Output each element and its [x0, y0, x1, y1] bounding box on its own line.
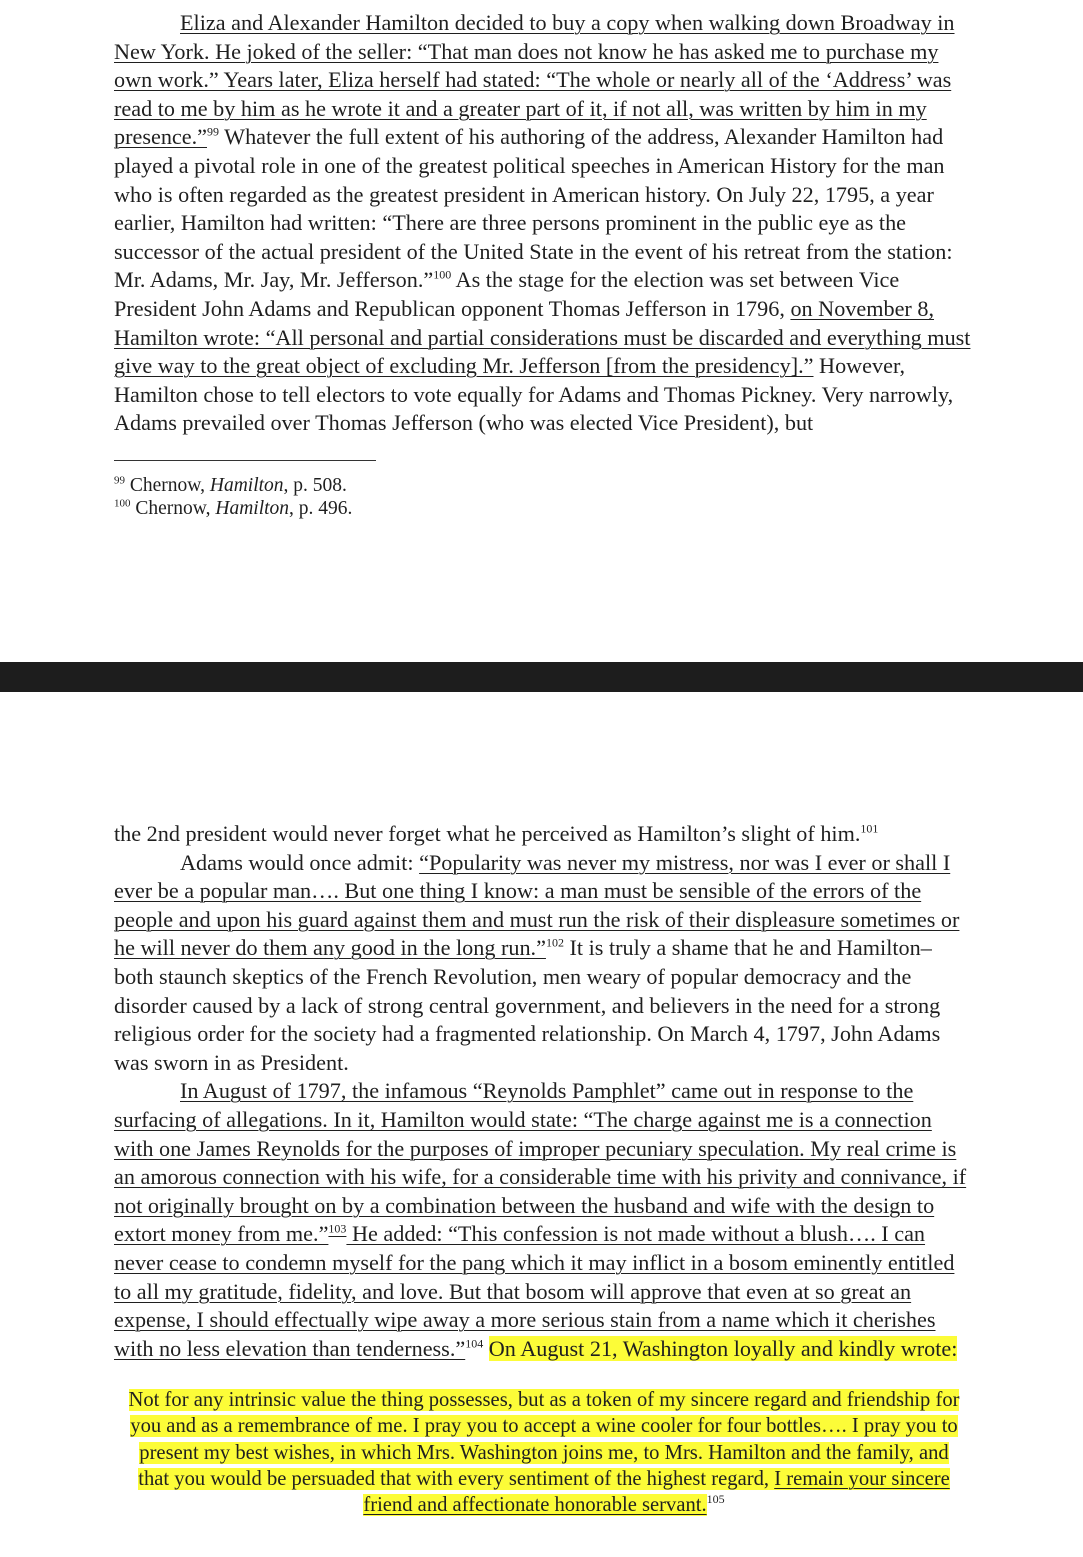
paragraph-text: It is truly a shame that he and Hamilton– both staunch skeptics of the French Revolution, men weary of popular democracy and the disorder caused by a lack of strong central government, and believers in the need for a strong religious order for the society had a fragmented relationship. On March 4, 1797, John Adams was sworn in as President. [114, 935, 941, 1075]
footnote-text: Chernow, [130, 497, 216, 519]
footnote-ref-102[interactable]: 102 [545, 935, 564, 950]
paragraph-text: As the stage for the election was set between Vice President John Adams and Republican opponent Thomas Jefferson in 1796, [114, 267, 900, 321]
footnote-book-title: Hamilton [209, 474, 284, 496]
underlined-passage: on November 8, Hamilton wrote: “All personal and partial considerations must be discarded and everything must give way to the great object of excluding Mr. Jefferson [from the presidency].” [114, 295, 971, 379]
footnote-ref-104[interactable]: 104 [465, 1336, 484, 1351]
body-paragraph [114, 1077, 974, 1363]
underlined-passage: I remain your sincere friend and affectionate honorable servant. [363, 1467, 950, 1517]
footnote-book-title: Hamilton [215, 497, 290, 519]
body-paragraph [114, 849, 974, 1078]
paragraph-text: Whatever the full extent of his authoring of the address, Alexander Hamilton had played a pivotal role in one of the greatest political speeches in American History for the man who is often regarded as the greatest president in American history. On July 22, 1795, a year earlier, Hamilton had written: “There are three persons prominent in the public eye as the successor of the actual president of the United State in the event of his retreat from the station: Mr. Adams, Mr. Jay, Mr. Jefferson.” [114, 124, 953, 293]
footnote-number: 99 [114, 474, 125, 487]
footnote-99 [114, 474, 974, 497]
highlighted-quote [129, 1389, 960, 1516]
footnote-ref-105[interactable]: 105 [706, 1492, 725, 1507]
paragraph-text: the 2nd president would never forget what he perceived as Hamilton’s slight of him. [114, 821, 861, 846]
footnote-divider [114, 460, 376, 461]
document-page-bottom [114, 820, 974, 1518]
footnote-text: , p. 496. [289, 497, 353, 519]
underlined-passage: “Popularity was never my mistress, nor was I ever or shall I ever be a popular man…. But one thing I know: a man must be sensible of the errors of the people and upon his guard against them and must run the risk of their displeasure sometimes or he will never do them any good in the long run.” [114, 849, 960, 961]
footnote-ref-101[interactable]: 101 [860, 821, 879, 836]
footnote-ref-100[interactable]: 100 [433, 267, 452, 282]
underlined-passage: Eliza and Alexander Hamilton decided to buy a copy when walking down Broadway in New York. He joked of the seller: “That man does not know he has asked me to purchase my own work.” Years later, Eliza herself had stated: “The whole or nearly all of the ‘Address’ was read to me by him as he wrote it and a greater part of it, if not all, was written by him in my presence.” [114, 10, 955, 150]
underlined-passage: He added: “This confession is not made without a blush…. I can never cease to condemn myself for the pang which it may inflict in a bosom eminently entitled to all my gratitude, fidelity, and love. But that bosom will approve that even at so great an expense, I should effectually wipe away a more serious stain from a name which it cherishes with no less elevation than tenderness.” [114, 1221, 955, 1361]
footnote-ref-99[interactable]: 99 [207, 124, 219, 139]
highlighted-text: On August 21, Washington loyally and kindly wrote: [488, 1335, 958, 1361]
footnote-text: Chernow, [125, 474, 210, 496]
footnote-number: 100 [114, 497, 131, 510]
footnote-ref-103[interactable]: 103 [328, 1221, 347, 1236]
page-separator [0, 662, 1083, 692]
paragraph-text: Adams would once admit: [180, 849, 420, 875]
body-paragraph [114, 820, 974, 849]
block-quote [114, 1387, 974, 1518]
document-page-top [114, 9, 974, 520]
footnote-100 [114, 497, 974, 520]
footnote-text: , p. 508. [283, 474, 347, 496]
quote-text: Not for any intrinsic value the thing possesses, but as a token of my sincere regard and friendship for you and as a remembrance of me. I pray you to accept a wine cooler for four bottles…. I pray you to present my best wishes, in which Mrs. Washington joins me, to Mrs. Hamilton and the family, and that you would be persuaded that with every sentiment of the highest regard, [128, 1389, 960, 1490]
underlined-passage: In August of 1797, the infamous “Reynolds Pamphlet” came out in response to the surfacing of allegations. In it, Hamilton would state: “The charge against me is a connection with one James Reynolds for the purposes of improper pecuniary speculation. My real crime is an amorous connection with his wife, for a considerable time with his privity and connivance, if not originally brought on by a combination between the husband and wife with the design to extort money from me.” [114, 1078, 967, 1247]
paragraph-text: However, Hamilton chose to tell electors to vote equally for Adams and Thomas Pickney. Very narrowly, Adams prevailed over Thomas Jefferson (who was elected Vice President), but [114, 353, 954, 436]
body-paragraph [114, 9, 974, 438]
